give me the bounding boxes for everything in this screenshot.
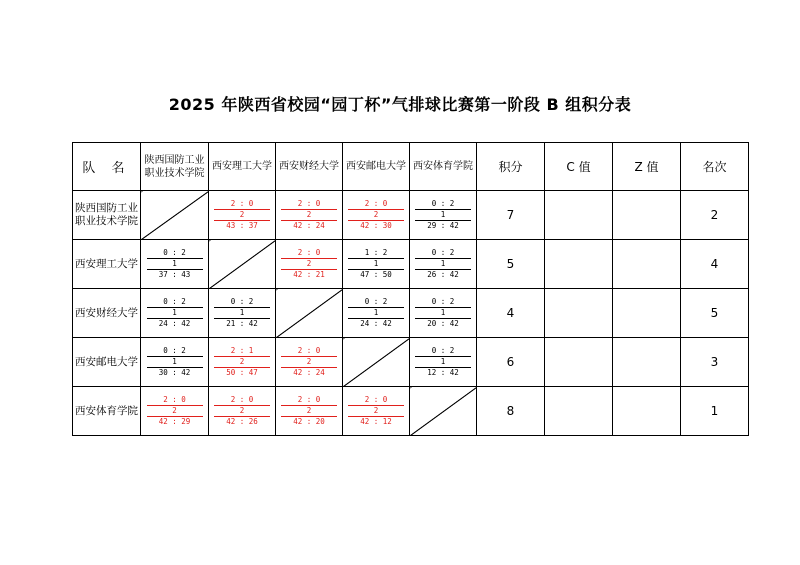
table-row	[73, 289, 749, 338]
loss-result	[415, 199, 471, 231]
table-row	[73, 338, 749, 387]
self-match-cell	[343, 338, 410, 387]
points-cell: 6	[477, 338, 545, 387]
points-header: 积分	[477, 143, 545, 191]
point-score: 42 : 24	[293, 220, 325, 230]
match-points: 2	[214, 356, 270, 368]
point-score: 42 : 21	[293, 269, 325, 279]
rank-cell: 1	[681, 387, 749, 436]
match-result-cell	[410, 338, 477, 387]
match-result-cell	[209, 289, 276, 338]
match-result-cell	[343, 240, 410, 289]
match-result-cell	[410, 240, 477, 289]
loss-result	[348, 297, 404, 329]
match-result-cell	[343, 191, 410, 240]
rank-header: 名次	[681, 143, 749, 191]
set-score: 2 : 0	[364, 198, 388, 208]
match-points: 2	[214, 209, 270, 221]
match-result-cell	[276, 240, 343, 289]
set-score: 0 : 2	[163, 345, 186, 355]
standings-table	[72, 142, 749, 436]
point-score: 24 : 42	[158, 318, 191, 328]
point-score: 20 : 42	[427, 318, 459, 328]
win-result	[281, 199, 337, 231]
team-name-cell: 西安邮电大学	[73, 338, 141, 387]
win-result	[281, 248, 337, 280]
opponent-header: 西安邮电大学	[343, 143, 410, 191]
points-cell: 5	[477, 240, 545, 289]
self-match-cell	[209, 240, 276, 289]
standings-body	[73, 191, 749, 436]
point-score: 29 : 42	[427, 220, 459, 230]
point-score: 30 : 42	[158, 367, 191, 377]
match-result-cell	[209, 387, 276, 436]
set-score: 2 : 0	[297, 198, 321, 208]
match-result-cell	[209, 191, 276, 240]
match-points: 2	[281, 356, 337, 368]
z-value-cell	[613, 289, 681, 338]
set-score: 2 : 0	[297, 345, 321, 355]
c-value-cell	[545, 387, 613, 436]
loss-result	[348, 248, 404, 280]
match-points: 2	[214, 405, 270, 417]
loss-result	[415, 248, 471, 280]
set-score: 0 : 2	[230, 296, 254, 306]
point-score: 21 : 42	[226, 318, 258, 328]
loss-result	[415, 346, 471, 378]
loss-result	[147, 346, 203, 378]
point-score: 42 : 26	[226, 416, 258, 426]
match-points: 1	[348, 258, 404, 270]
match-result-cell	[141, 338, 209, 387]
match-result-cell	[276, 191, 343, 240]
team-name-cell: 西安财经大学	[73, 289, 141, 338]
points-cell: 7	[477, 191, 545, 240]
opponent-header: 陕西国防工业职业技术学院	[141, 143, 209, 191]
point-score: 47 : 50	[360, 269, 392, 279]
match-result-cell	[276, 387, 343, 436]
loss-result	[415, 297, 471, 329]
self-match-cell	[141, 191, 209, 240]
c-value-cell	[545, 289, 613, 338]
match-points: 2	[281, 209, 337, 221]
match-result-cell	[343, 387, 410, 436]
match-result-cell	[276, 338, 343, 387]
c-value-cell	[545, 191, 613, 240]
match-result-cell	[410, 191, 477, 240]
match-result-cell	[410, 289, 477, 338]
z-value-cell	[613, 191, 681, 240]
win-result	[348, 395, 404, 427]
point-score: 43 : 37	[226, 220, 258, 230]
match-points: 1	[415, 307, 471, 319]
opponent-header: 西安理工大学	[209, 143, 276, 191]
header-row	[73, 143, 749, 191]
set-score: 2 : 0	[297, 247, 321, 257]
win-result	[214, 199, 270, 231]
match-points: 2	[281, 258, 337, 270]
set-score: 0 : 2	[163, 247, 186, 257]
match-points: 1	[415, 356, 471, 368]
match-points: 1	[348, 307, 404, 319]
point-score: 26 : 42	[427, 269, 459, 279]
table-row	[73, 191, 749, 240]
self-match-cell	[410, 387, 477, 436]
self-match-cell	[276, 289, 343, 338]
opponent-header: 西安体育学院	[410, 143, 477, 191]
set-score: 0 : 2	[431, 296, 455, 306]
loss-result	[147, 297, 203, 329]
z-value-cell	[613, 387, 681, 436]
set-score: 0 : 2	[163, 296, 186, 306]
match-result-cell	[141, 240, 209, 289]
set-score: 0 : 2	[431, 247, 455, 257]
match-points: 2	[147, 405, 203, 417]
point-score: 37 : 43	[158, 269, 191, 279]
set-score: 2 : 0	[163, 394, 186, 404]
point-score: 42 : 30	[360, 220, 392, 230]
team-name-cell: 西安理工大学	[73, 240, 141, 289]
rank-cell: 4	[681, 240, 749, 289]
point-score: 50 : 47	[226, 367, 258, 377]
match-points: 1	[214, 307, 270, 319]
rank-cell: 5	[681, 289, 749, 338]
z-value-cell	[613, 240, 681, 289]
z-value-header: Z 值	[613, 143, 681, 191]
team-column-header: 队 名	[73, 143, 141, 191]
set-score: 2 : 0	[364, 394, 388, 404]
win-result	[214, 395, 270, 427]
points-cell: 8	[477, 387, 545, 436]
rank-cell: 2	[681, 191, 749, 240]
loss-result	[214, 297, 270, 329]
point-score: 12 : 42	[427, 367, 459, 377]
match-points: 1	[147, 258, 203, 270]
match-points: 1	[147, 356, 203, 368]
set-score: 2 : 0	[297, 394, 321, 404]
match-points: 2	[281, 405, 337, 417]
set-score: 2 : 0	[230, 198, 254, 208]
opponent-header: 西安财经大学	[276, 143, 343, 191]
point-score: 42 : 24	[293, 367, 325, 377]
match-result-cell	[343, 289, 410, 338]
z-value-cell	[613, 338, 681, 387]
match-points: 1	[415, 258, 471, 270]
point-score: 42 : 12	[360, 416, 392, 426]
point-score: 24 : 42	[360, 318, 392, 328]
match-points: 1	[415, 209, 471, 221]
set-score: 0 : 2	[431, 345, 455, 355]
set-score: 1 : 2	[364, 247, 388, 257]
c-value-cell	[545, 338, 613, 387]
table-row	[73, 240, 749, 289]
loss-result	[147, 248, 203, 280]
win-result	[281, 346, 337, 378]
match-points: 1	[147, 307, 203, 319]
point-score: 42 : 29	[158, 416, 191, 426]
set-score: 2 : 1	[230, 345, 254, 355]
point-score: 42 : 20	[293, 416, 325, 426]
c-value-cell	[545, 240, 613, 289]
set-score: 0 : 2	[364, 296, 388, 306]
team-name-cell: 西安体育学院	[73, 387, 141, 436]
win-result	[281, 395, 337, 427]
set-score: 0 : 2	[431, 198, 455, 208]
set-score: 2 : 0	[230, 394, 254, 404]
page-title: 2025 年陕西省校园“园丁杯”气排球比赛第一阶段 B 组积分表	[168, 95, 632, 114]
match-points: 2	[348, 405, 404, 417]
match-result-cell	[141, 289, 209, 338]
rank-cell: 3	[681, 338, 749, 387]
win-result	[214, 346, 270, 378]
match-result-cell	[141, 387, 209, 436]
win-result	[147, 395, 203, 427]
points-cell: 4	[477, 289, 545, 338]
match-result-cell	[209, 338, 276, 387]
c-value-header: C 值	[545, 143, 613, 191]
table-row	[73, 387, 749, 436]
match-points: 2	[348, 209, 404, 221]
team-name-cell: 陕西国防工业职业技术学院	[73, 191, 141, 240]
win-result	[348, 199, 404, 231]
